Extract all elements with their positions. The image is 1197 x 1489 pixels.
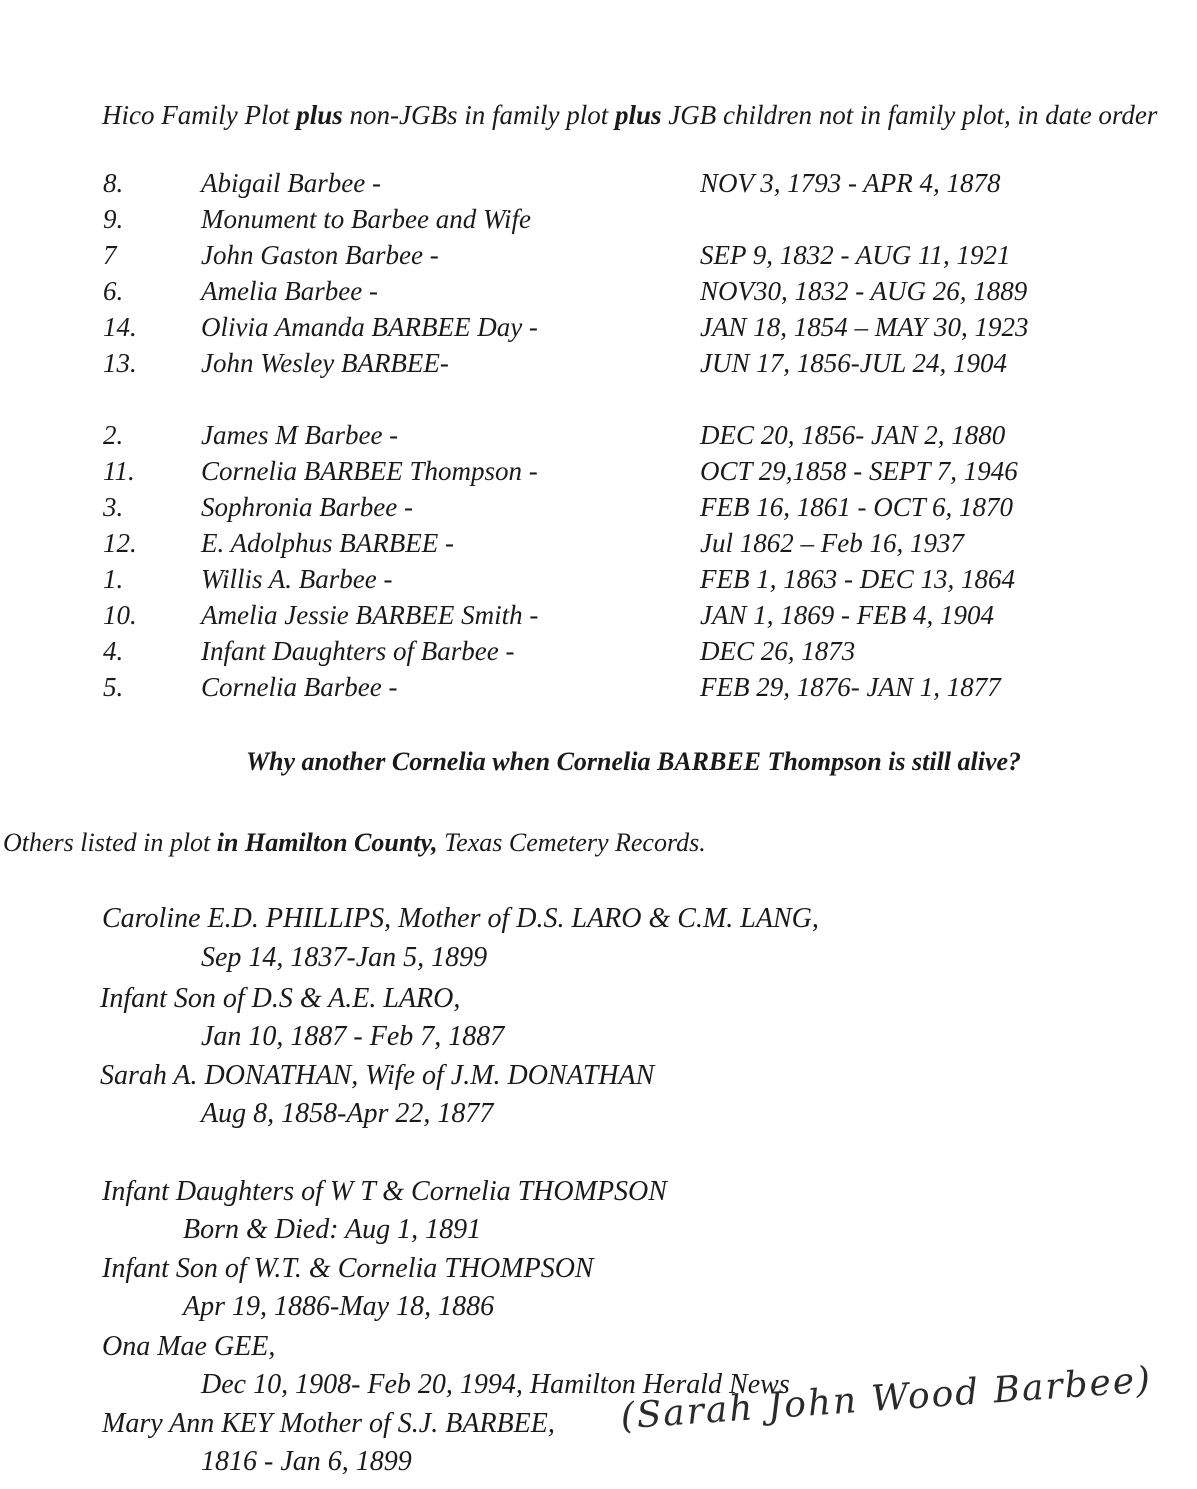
entry-donathan-name: Sarah A. DONATHAN, Wife of J.M. DONATHAN — [100, 1060, 655, 1091]
person-name: Willis A. Barbee - — [201, 564, 393, 594]
document-heading: Hico Family Plot plus non-JGBs in family plot plus JGB children not in family plot, in date order — [102, 100, 1158, 130]
life-dates: SEP 9, 1832 - AUG 11, 1921 — [700, 240, 1011, 270]
person-name: E. Adolphus BARBEE - — [201, 528, 454, 558]
person-name: Infant Daughters of Barbee - — [201, 636, 515, 666]
entry-gee-name: Ona Mae GEE, — [102, 1331, 276, 1362]
entry-laro-dates: Jan 10, 1887 - Feb 7, 1887 — [201, 1021, 505, 1052]
plot-number: 8. — [103, 168, 124, 198]
entry-laro-name: Infant Son of D.S & A.E. LARO, — [100, 983, 461, 1014]
plot-number: 2. — [103, 420, 124, 450]
plot-number: 3. — [103, 492, 124, 522]
entry-key-name: Mary Ann KEY Mother of S.J. BARBEE, — [102, 1408, 555, 1439]
life-dates: FEB 1, 1863 - DEC 13, 1864 — [700, 564, 1015, 594]
plot-number: 6. — [103, 276, 124, 306]
person-name: John Wesley BARBEE- — [201, 348, 449, 378]
life-dates: FEB 29, 1876- JAN 1, 1877 — [700, 672, 1001, 702]
person-name: John Gaston Barbee - — [201, 240, 439, 270]
entry-donathan-dates: Aug 8, 1858-Apr 22, 1877 — [201, 1098, 494, 1129]
others-heading: Others listed in plot in Hamilton County, Texas Cemetery Records. — [3, 828, 706, 857]
plot-number: 11. — [103, 456, 135, 486]
plot-number: 4. — [103, 636, 124, 666]
person-name: Cornelia BARBEE Thompson - — [201, 456, 538, 486]
person-name: Olivia Amanda BARBEE Day - — [201, 312, 538, 342]
entry-phillips-dates: Sep 14, 1837-Jan 5, 1899 — [201, 942, 488, 973]
life-dates: Jul 1862 – Feb 16, 1937 — [700, 528, 964, 558]
life-dates: NOV 3, 1793 - APR 4, 1878 — [700, 168, 1001, 198]
plot-number: 5. — [103, 672, 124, 702]
person-name: Amelia Jessie BARBEE Smith - — [201, 600, 539, 630]
plot-number: 9. — [103, 204, 124, 234]
life-dates: NOV30, 1832 - AUG 26, 1889 — [700, 276, 1028, 306]
question-note: Why another Cornelia when Cornelia BARBEE Thompson is still alive? — [245, 747, 1022, 776]
life-dates: JAN 18, 1854 – MAY 30, 1923 — [700, 312, 1029, 342]
plot-number: 10. — [103, 600, 137, 630]
person-name: Amelia Barbee - — [201, 276, 378, 306]
life-dates: OCT 29,1858 - SEPT 7, 1946 — [700, 456, 1018, 486]
plot-number: 1. — [103, 564, 124, 594]
entry-thompson-son-dates: Apr 19, 1886-May 18, 1886 — [183, 1291, 495, 1322]
plot-number: 7 — [103, 240, 117, 270]
entry-phillips-name: Caroline E.D. PHILLIPS, Mother of D.S. LARO & C.M. LANG, — [102, 903, 819, 934]
person-name: Sophronia Barbee - — [201, 492, 413, 522]
life-dates: FEB 16, 1861 - OCT 6, 1870 — [700, 492, 1014, 522]
life-dates: DEC 20, 1856- JAN 2, 1880 — [700, 420, 1006, 450]
handwritten-annotation: (Sarah John Wood Barbee) — [619, 1359, 1154, 1438]
plot-number: 13. — [103, 348, 137, 378]
life-dates: DEC 26, 1873 — [700, 636, 856, 666]
person-name: James M Barbee - — [201, 420, 399, 450]
life-dates: JUN 17, 1856-JUL 24, 1904 — [700, 348, 1007, 378]
plot-number: 14. — [103, 312, 137, 342]
entry-thompson-daughters-dates: Born & Died: Aug 1, 1891 — [183, 1214, 482, 1245]
person-name: Cornelia Barbee - — [201, 672, 398, 702]
entry-key-dates: 1816 - Jan 6, 1899 — [201, 1446, 412, 1477]
entry-thompson-son-name: Infant Son of W.T. & Cornelia THOMPSON — [102, 1253, 594, 1284]
entry-thompson-daughters-name: Infant Daughters of W T & Cornelia THOMPSON — [102, 1176, 667, 1207]
entry-gee-dates: Dec 10, 1908- Feb 20, 1994, Hamilton Herald News — [201, 1369, 790, 1400]
person-name: Monument to Barbee and Wife — [201, 204, 531, 234]
life-dates: JAN 1, 1869 - FEB 4, 1904 — [700, 600, 994, 630]
plot-number: 12. — [103, 528, 137, 558]
person-name: Abigail Barbee - — [201, 168, 381, 198]
